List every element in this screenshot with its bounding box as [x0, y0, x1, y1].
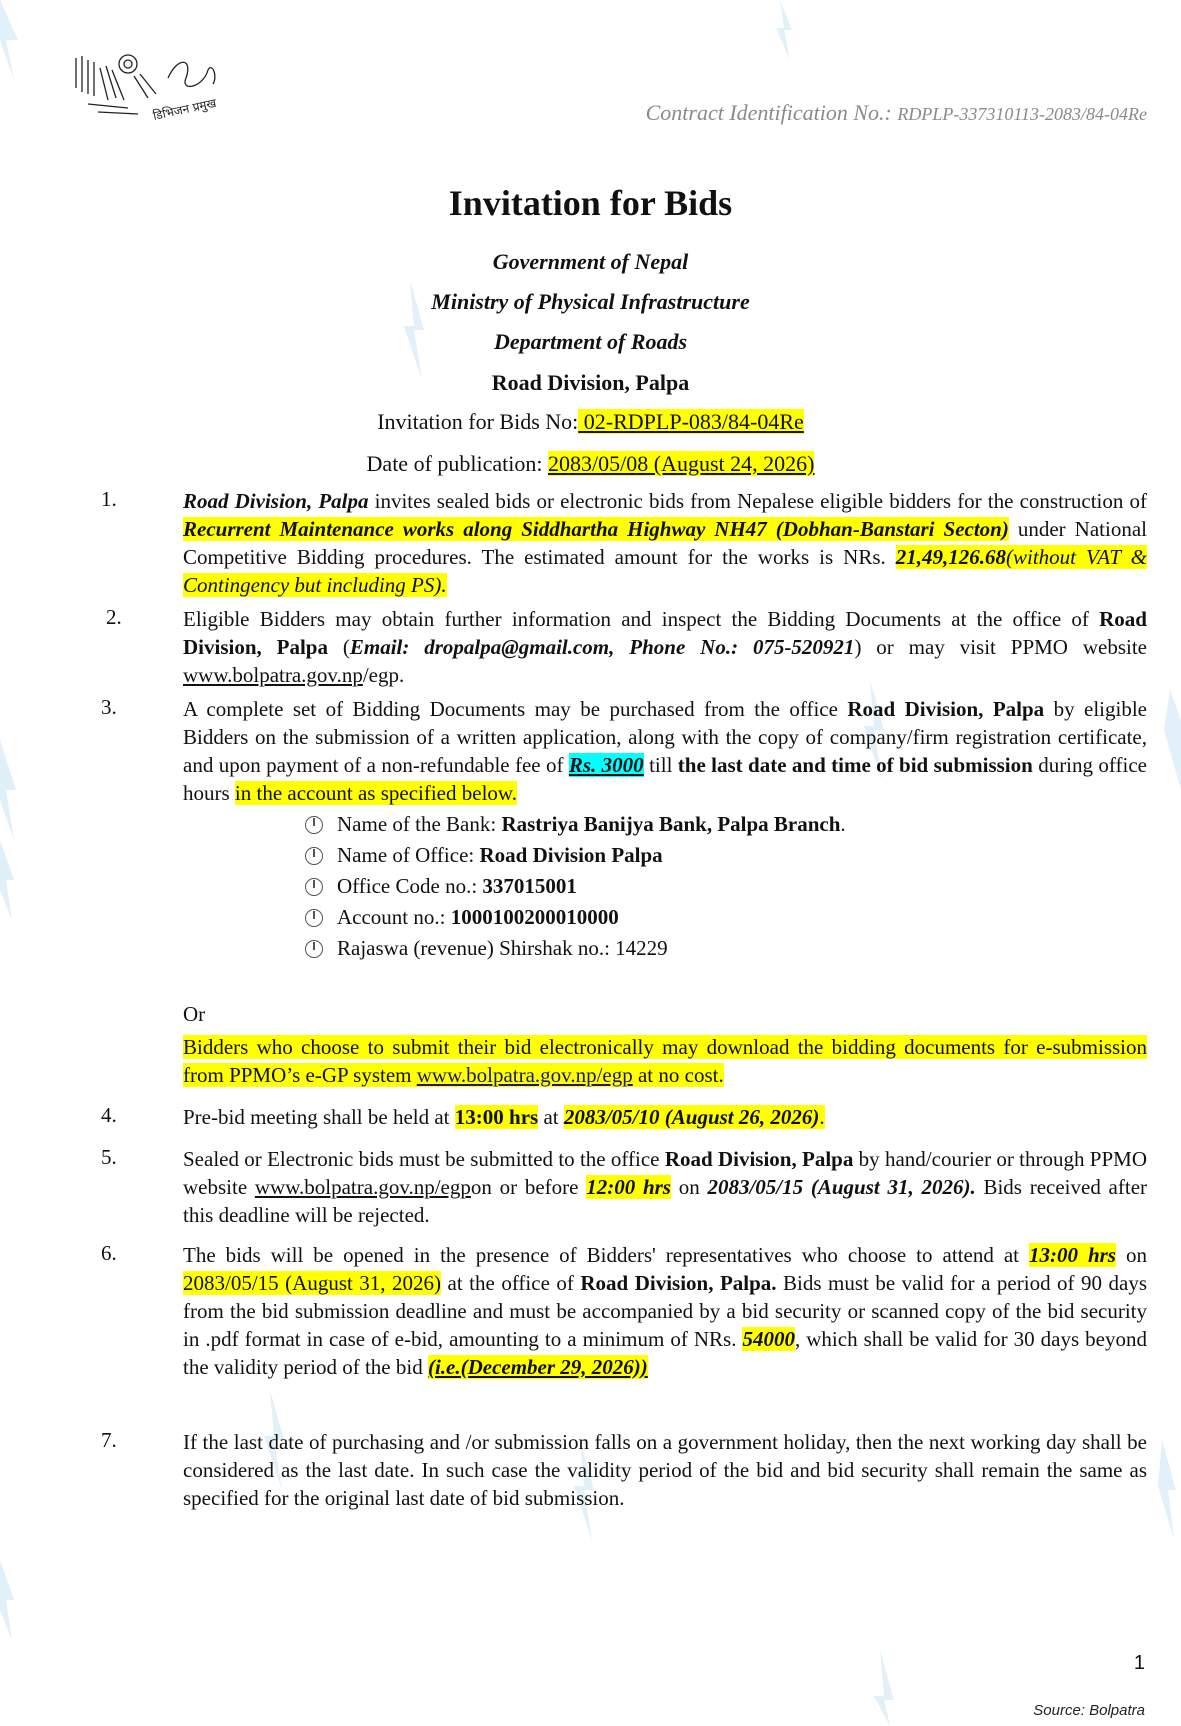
text-run: till — [643, 753, 678, 777]
clock-bullet-icon — [305, 878, 323, 896]
account-label: Account no.: — [337, 905, 451, 929]
text-run: A complete set of Bidding Documents may be purchased from the office — [183, 697, 848, 721]
ifb-number-label: Invitation for Bids No: — [377, 409, 579, 434]
prebid-time: 13:00 hrs — [454, 1105, 539, 1129]
clause-number: 6. — [101, 1241, 117, 1265]
clause-text — [183, 695, 1147, 807]
clock-bullet-icon — [305, 847, 323, 865]
bank-value: Rastriya Banijya Bank, Palpa Branch — [501, 812, 841, 836]
text-run: Sealed or Electronic bids must be submitted to the office — [183, 1147, 665, 1171]
text-run: Bids must be valid for a period of 90 days from the bid submission deadline and must be accompanied by a bid security or scanned copy of the bid security in .pdf format in case of e-bid, amounting to a minimum of NRs. — [183, 1271, 1148, 1351]
opening-date: 2083/05/15 (August 31, 2026) — [183, 1271, 442, 1295]
text-run: Eligible Bidders may obtain further information and inspect the Bidding Documents at the office of — [183, 607, 1100, 631]
contract-id-value: RDPLP-337310113-2083/84-04Re — [897, 104, 1147, 124]
publication-date-value: 2083/05/08 (August 24, 2026) — [548, 451, 815, 476]
text-run: . — [840, 812, 846, 836]
contract-identification — [646, 100, 1147, 126]
page-title: Invitation for Bids — [448, 183, 733, 223]
deadline-phrase: the last date and time of bid submission — [677, 753, 1033, 777]
text-run: by hand/courier or through PPMO website — [183, 1147, 1147, 1199]
text-run: The bids will be opened in the presence of Bidders' representatives who choose to attend at — [183, 1243, 1029, 1267]
header-government: Government of Nepal — [492, 249, 689, 274]
contact-details: Email: dropalpa@gmail.com, Phone No.: 075-520921 — [349, 635, 855, 659]
logo-signature-text: डिभिजन प्रमुख — [151, 95, 218, 123]
clause-number: 7. — [101, 1428, 117, 1452]
header-division: Road Division, Palpa — [491, 370, 690, 395]
text-run: on — [670, 1175, 708, 1199]
clause-text — [183, 1241, 1147, 1381]
website-link[interactable]: www.bolpatra.gov.np/egp — [254, 1175, 471, 1199]
document-fee: Rs. 3000 — [568, 753, 644, 777]
ifb-number-line — [0, 409, 1181, 435]
office-value: Road Division Palpa — [479, 843, 663, 867]
text-run: by eligible Bidders on the submission of a written application, along with the copy of company/firm registration certificate, and upon payment of a non-refundable fee of — [183, 697, 1147, 777]
egp-link[interactable]: www.bolpatra.gov.np/egp — [416, 1063, 633, 1087]
account-phrase: in the account as specified below. — [234, 781, 517, 805]
validity-date: (i.e.(December 29, 2026)) — [427, 1355, 648, 1379]
text-run: at — [538, 1105, 564, 1129]
submission-date: 2083/05/15 (August 31, 2026). — [707, 1175, 976, 1199]
list-item — [305, 840, 846, 871]
office-label: Name of Office: — [337, 843, 480, 867]
amount-note: (without VAT & Contingency but including PS). — [183, 545, 1147, 597]
clause-text — [183, 605, 1147, 689]
clause-number: 2. — [106, 605, 122, 629]
submission-time: 12:00 hrs — [586, 1175, 671, 1199]
clause-number: 3. — [101, 695, 117, 719]
division-name: Road Division, Palpa. — [580, 1271, 777, 1295]
division-name: Road Division, Palpa — [183, 607, 1147, 659]
division-name: Road Division, Palpa — [664, 1147, 854, 1171]
text-run: under National Competitive Bidding procedures. The estimated amount for the works is NRs. — [183, 517, 1147, 569]
prebid-date: 2083/05/10 (August 26, 2026) — [563, 1105, 820, 1129]
opening-time: 13:00 hrs — [1028, 1243, 1116, 1267]
text-run: /egp. — [362, 663, 405, 687]
clause-number: 5. — [101, 1145, 117, 1169]
text-run: at no cost. — [632, 1063, 724, 1087]
account-value: 1000100200010000 — [450, 905, 619, 929]
bank-details-list — [305, 809, 846, 964]
or-separator: Or — [183, 1002, 206, 1026]
text-run: invites sealed bids or electronic bids from Nepalese eligible bidders for the construction of — [368, 489, 1147, 513]
header-ministry: Ministry of Physical Infrastructure — [431, 289, 750, 314]
header-department: Department of Roads — [493, 329, 688, 354]
text-run: . — [819, 1105, 825, 1129]
clock-bullet-icon — [305, 816, 323, 834]
clause-number: 1. — [101, 487, 117, 511]
page-number: 1 — [1133, 1652, 1145, 1674]
text-run: , which shall be valid for 30 days beyond the validity period of the bid — [183, 1327, 1148, 1379]
bank-label: Name of the Bank: — [337, 812, 502, 836]
office-seal-logo — [68, 48, 268, 128]
contract-id-label: Contract Identification No.: — [645, 100, 892, 125]
text-run: ( — [328, 635, 350, 659]
publication-date-label: Date of publication: — [366, 451, 543, 476]
clause-text — [183, 1103, 1147, 1131]
bid-security-amount: 54000 — [742, 1327, 795, 1351]
clause-text — [183, 1145, 1147, 1229]
website-link[interactable]: www.bolpatra.gov.np — [183, 663, 363, 687]
estimated-amount: 21,49,126.68 — [895, 545, 1007, 569]
text-run: at the office of — [441, 1271, 581, 1295]
list-item — [305, 871, 846, 902]
division-name: Road Division, Palpa — [183, 489, 369, 513]
publication-date-line — [0, 451, 1181, 477]
source-credit: Source: Bolpatra — [1033, 1702, 1145, 1719]
list-item — [305, 933, 846, 964]
text-run: ) or may visit PPMO website — [854, 635, 1147, 659]
office-code-value: 337015001 — [482, 874, 577, 898]
work-name: Recurrent Maintenance works along Siddhartha Highway NH47 (Dobhan-Banstari Secton) — [183, 517, 1009, 541]
clock-bullet-icon — [305, 940, 323, 958]
office-code-label: Office Code no.: — [337, 874, 483, 898]
text-run: on or before — [470, 1175, 587, 1199]
text-run: during office hours — [183, 753, 1147, 805]
clause-text — [183, 487, 1147, 599]
list-item — [305, 902, 846, 933]
division-name: Road Division, Palpa — [847, 697, 1045, 721]
clock-bullet-icon — [305, 909, 323, 927]
text-run: Pre-bid meeting shall be held at — [183, 1105, 455, 1129]
text-run: Bids received after this deadline will be rejected. — [183, 1175, 1148, 1227]
ifb-number-value: 02-RDPLP-083/84-04Re — [578, 409, 804, 434]
clause-number: 4. — [101, 1103, 117, 1127]
text-run: on — [1115, 1243, 1147, 1267]
revenue-head: Rajaswa (revenue) Shirshak no.: 14229 — [337, 936, 668, 960]
clause-text — [183, 1033, 1147, 1089]
text-run: Bidders who choose to submit their bid electronically may download the bidding documents for e-submission from PPMO’s e-GP system — [183, 1035, 1147, 1087]
list-item — [305, 809, 846, 840]
clause-text: If the last date of purchasing and /or submission falls on a government holiday, then the next working day shall be considered as the last date. In such case the validity period of the bid and bid security shall remain the same as specified for the original last date of bid submission. — [183, 1430, 1147, 1510]
